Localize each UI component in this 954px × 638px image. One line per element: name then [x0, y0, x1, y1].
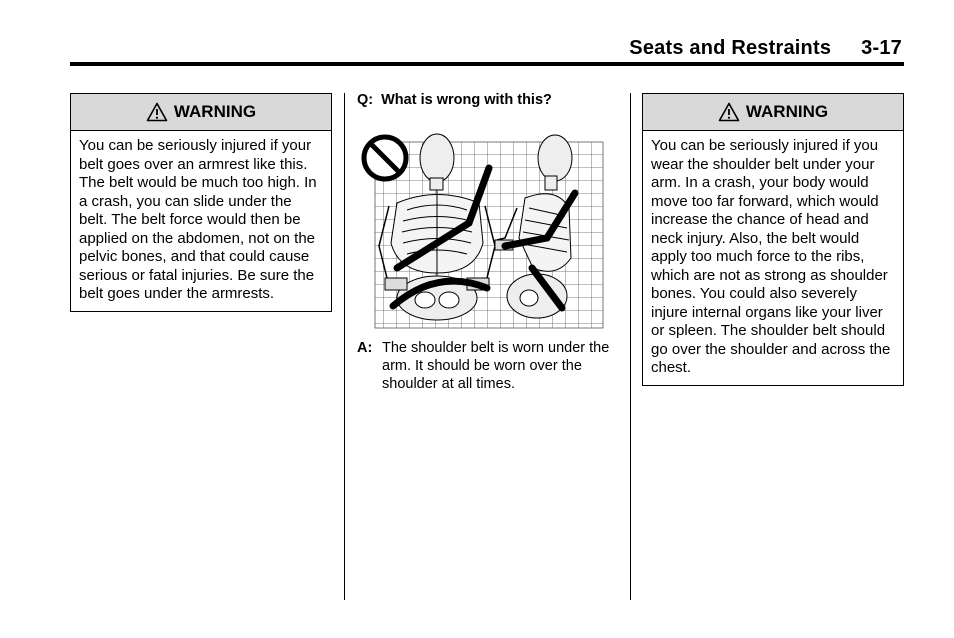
warning-header	[71, 94, 331, 131]
warning-header	[643, 94, 903, 131]
question-line	[357, 92, 552, 108]
section-title: Seats and Restraints	[629, 37, 832, 59]
header-rule	[70, 62, 904, 66]
warning-triangle-icon	[146, 102, 168, 122]
left-warning-box	[70, 93, 332, 312]
question-label: Q:	[357, 92, 374, 108]
warning-triangle-icon	[718, 102, 740, 122]
question-text: What is wrong with this?	[381, 92, 552, 108]
answer-label: A:	[357, 340, 373, 356]
right-warning-box	[642, 93, 904, 386]
warning-title: WARNING	[745, 102, 829, 121]
skeleton-seat-belt-illustration	[357, 128, 607, 333]
column-divider	[344, 93, 345, 600]
page-number: 3-17	[861, 37, 902, 59]
warning-text: You can be seriously injured if you wear the shoulder belt under your arm. In a crash, your body would move too far forward, which would increase the chance of head and neck injury. Also, the belt would apply too much force to the ribs, which are not as strong as shoulder bones. You could also severely injure internal organs like your liver or spleen. The shoulder belt should go over the shoulder and across the chest.	[651, 137, 891, 376]
warning-title: WARNING	[173, 102, 257, 121]
answer-line	[357, 339, 617, 393]
page-header	[629, 37, 902, 60]
column-divider	[630, 93, 631, 600]
answer-text: The shoulder belt is worn under the arm. It should be worn over the shoulder at all times.	[382, 340, 610, 392]
warning-text: You can be seriously injured if your belt goes over an armrest like this. The belt would be much too high. In a crash, you can slide under the belt. The belt force would then be applied on the abdomen, not on the pelvic bones, and that could cause serious or fatal injuries. Be sure the belt goes under the armrests.	[79, 137, 317, 302]
prohibited-icon	[364, 137, 406, 179]
